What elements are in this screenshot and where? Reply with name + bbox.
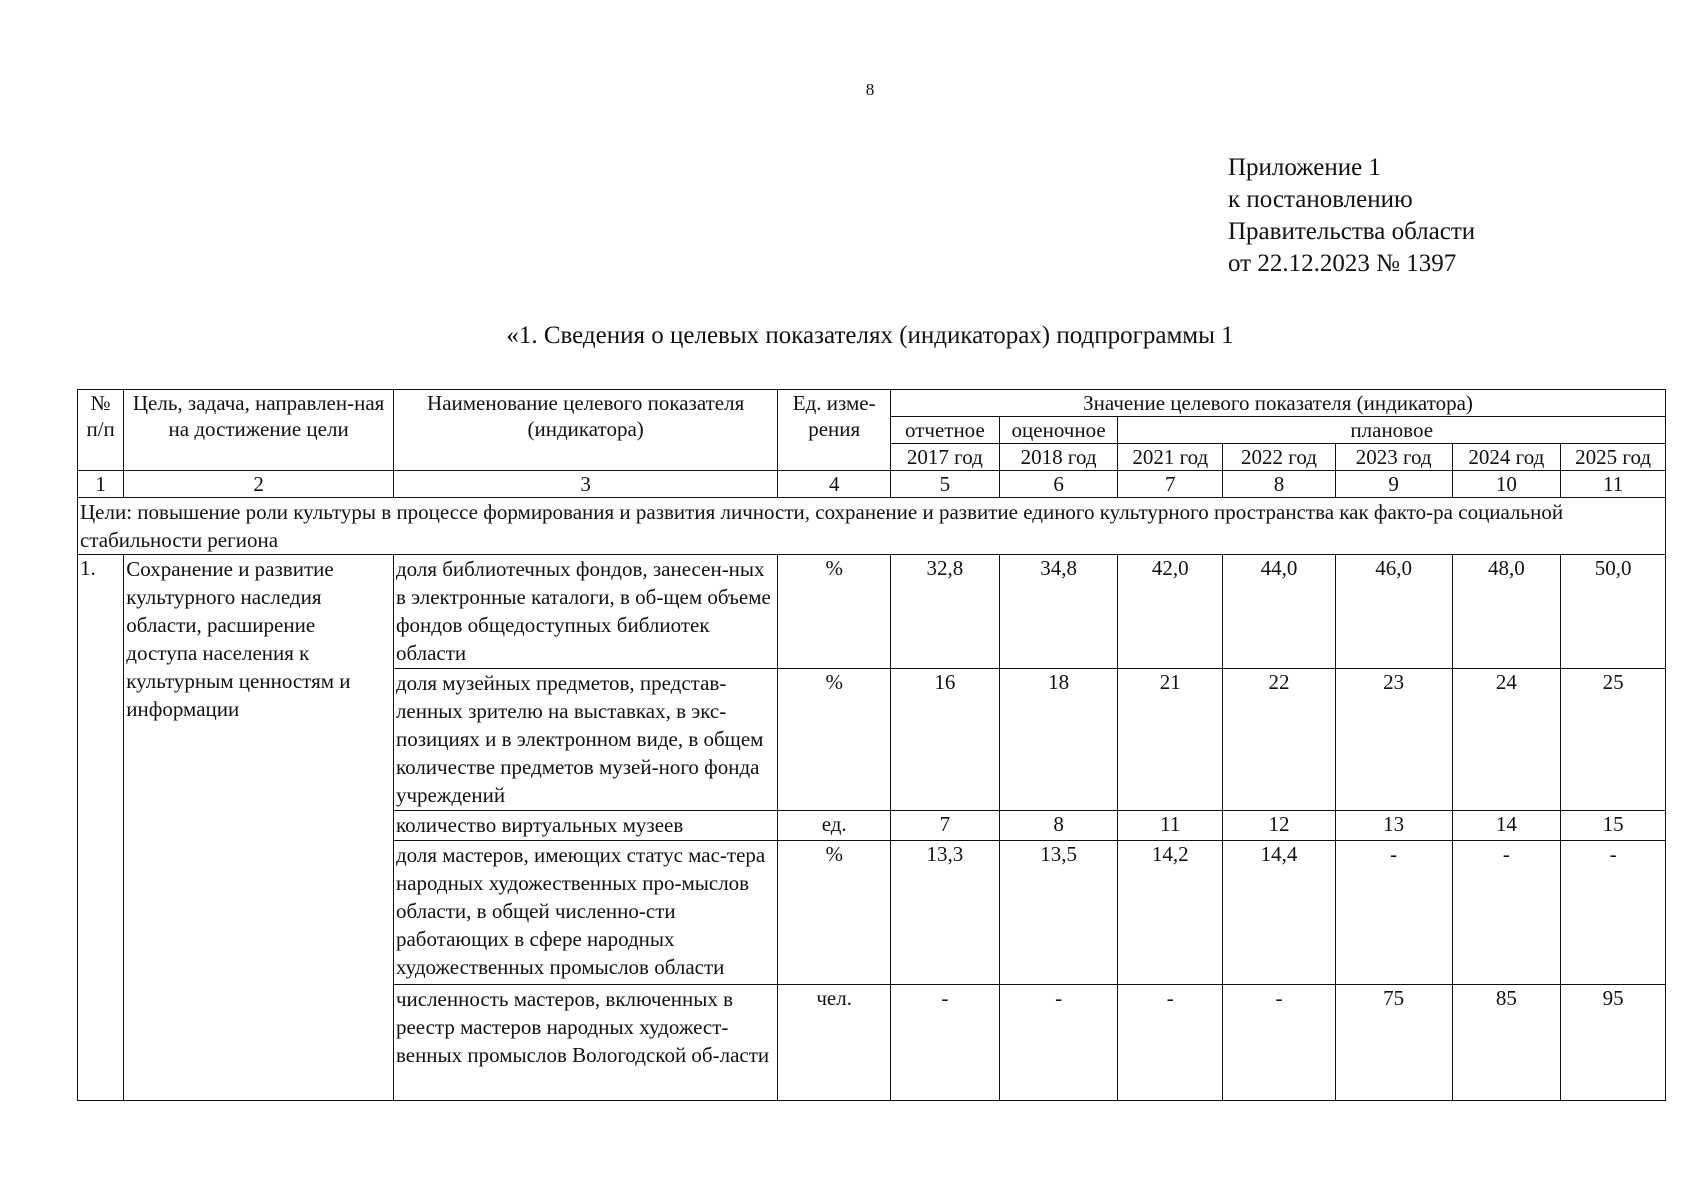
- indicator-name: численность мастеров, включенных в реестр мастеров народных художест-венных промыслов Вологодской об-ласти: [393, 985, 777, 1101]
- column-numbers-row: [78, 471, 1666, 498]
- indicator-value: 14,4: [1223, 841, 1336, 985]
- header-value: Значение целевого показателя (индикатора): [891, 390, 1666, 417]
- indicator-unit: чел.: [778, 985, 891, 1101]
- indicator-value: 14,2: [1118, 841, 1223, 985]
- appendix-line: Правительства области: [1228, 218, 1476, 245]
- indicator-value: 85: [1452, 985, 1561, 1101]
- section-number: 1.: [78, 555, 124, 1101]
- header-unit: Ед. изме-рения: [778, 390, 891, 471]
- indicator-value: -: [891, 985, 1000, 1101]
- column-number: 4: [778, 471, 891, 498]
- indicator-value: 13: [1335, 811, 1452, 841]
- indicator-value: -: [999, 985, 1118, 1101]
- indicator-value: 50,0: [1561, 555, 1666, 669]
- column-number: 9: [1335, 471, 1452, 498]
- indicator-value: -: [1118, 985, 1223, 1101]
- indicator-value: 22: [1223, 669, 1336, 811]
- column-number: 11: [1561, 471, 1666, 498]
- header-planned: плановое: [1118, 417, 1666, 444]
- header-year: 2023 год: [1335, 444, 1452, 471]
- indicator-value: -: [1561, 841, 1666, 985]
- indicator-unit: ед.: [778, 811, 891, 841]
- indicator-value: -: [1223, 985, 1336, 1101]
- header-year: 2025 год: [1561, 444, 1666, 471]
- indicator-value: -: [1452, 841, 1561, 985]
- document-title: «1. Сведения о целевых показателях (индикаторах) подпрограммы 1: [506, 322, 1234, 349]
- column-number: 8: [1223, 471, 1336, 498]
- goals-row: [78, 498, 1666, 555]
- goals-text: Цели: повышение роли культуры в процессе формирования и развития личности, сохранение и развитие единого культурного пространства как факто-ра социальной стабильности региона: [78, 498, 1666, 555]
- header-name: Наименование целевого показателя (индикатора): [393, 390, 777, 471]
- indicators-table: [77, 389, 1666, 1101]
- indicator-value: 14: [1452, 811, 1561, 841]
- indicator-value: 8: [999, 811, 1118, 841]
- column-number: 6: [999, 471, 1118, 498]
- header-reported: отчетное: [891, 417, 1000, 444]
- indicator-value: 75: [1335, 985, 1452, 1101]
- indicator-name: количество виртуальных музеев: [393, 811, 777, 841]
- header-row: [78, 390, 1666, 417]
- indicator-value: 48,0: [1452, 555, 1561, 669]
- table-row: [78, 555, 1666, 669]
- section-task: Сохранение и развитие культурного наследия области, расширение доступа населения к культурным ценностям и информации: [124, 555, 394, 1101]
- column-number: 3: [393, 471, 777, 498]
- indicator-name: доля мастеров, имеющих статус мас-тера народных художественных про-мыслов области, в общей численно-сти работающих в сфере народных художественных промыслов области: [393, 841, 777, 985]
- page-number: 8: [865, 80, 875, 99]
- column-number: 5: [891, 471, 1000, 498]
- indicator-name: доля библиотечных фондов, занесен-ных в электронные каталоги, в об-щем объеме фондов общедоступных библиотек области: [393, 555, 777, 669]
- indicator-value: 12: [1223, 811, 1336, 841]
- column-number: 2: [124, 471, 394, 498]
- indicator-value: 13,3: [891, 841, 1000, 985]
- header-year: 2021 год: [1118, 444, 1223, 471]
- indicator-value: 16: [891, 669, 1000, 811]
- indicator-value: 25: [1561, 669, 1666, 811]
- indicator-value: 44,0: [1223, 555, 1336, 669]
- column-number: 10: [1452, 471, 1561, 498]
- indicator-value: 18: [999, 669, 1118, 811]
- header-year: 2024 год: [1452, 444, 1561, 471]
- header-year: 2017 год: [891, 444, 1000, 471]
- header-year: 2018 год: [999, 444, 1118, 471]
- indicator-unit: %: [778, 841, 891, 985]
- indicator-value: -: [1335, 841, 1452, 985]
- header-num: № п/п: [78, 390, 124, 471]
- indicator-unit: %: [778, 669, 891, 811]
- appendix-line: от 22.12.2023 № 1397: [1228, 250, 1457, 277]
- indicator-unit: %: [778, 555, 891, 669]
- column-number: 7: [1118, 471, 1223, 498]
- header-year: 2022 год: [1223, 444, 1336, 471]
- indicator-value: 23: [1335, 669, 1452, 811]
- indicator-value: 42,0: [1118, 555, 1223, 669]
- appendix-line: Приложение 1: [1228, 154, 1381, 181]
- header-goal: Цель, задача, направлен-ная на достижение цели: [124, 390, 394, 471]
- header-estimated: оценочное: [999, 417, 1118, 444]
- appendix-block: [1228, 152, 1475, 280]
- indicator-value: 95: [1561, 985, 1666, 1101]
- column-number: 1: [78, 471, 124, 498]
- indicator-value: 21: [1118, 669, 1223, 811]
- indicator-value: 34,8: [999, 555, 1118, 669]
- indicator-value: 24: [1452, 669, 1561, 811]
- indicator-value: 11: [1118, 811, 1223, 841]
- appendix-line: к постановлению: [1228, 186, 1413, 213]
- indicator-value: 7: [891, 811, 1000, 841]
- indicator-value: 32,8: [891, 555, 1000, 669]
- indicator-name: доля музейных предметов, представ-ленных зрителю на выставках, в экс-позициях и в электронном виде, в общем количестве предметов музей-ного фонда учреждений: [393, 669, 777, 811]
- indicator-value: 46,0: [1335, 555, 1452, 669]
- indicator-value: 15: [1561, 811, 1666, 841]
- indicator-value: 13,5: [999, 841, 1118, 985]
